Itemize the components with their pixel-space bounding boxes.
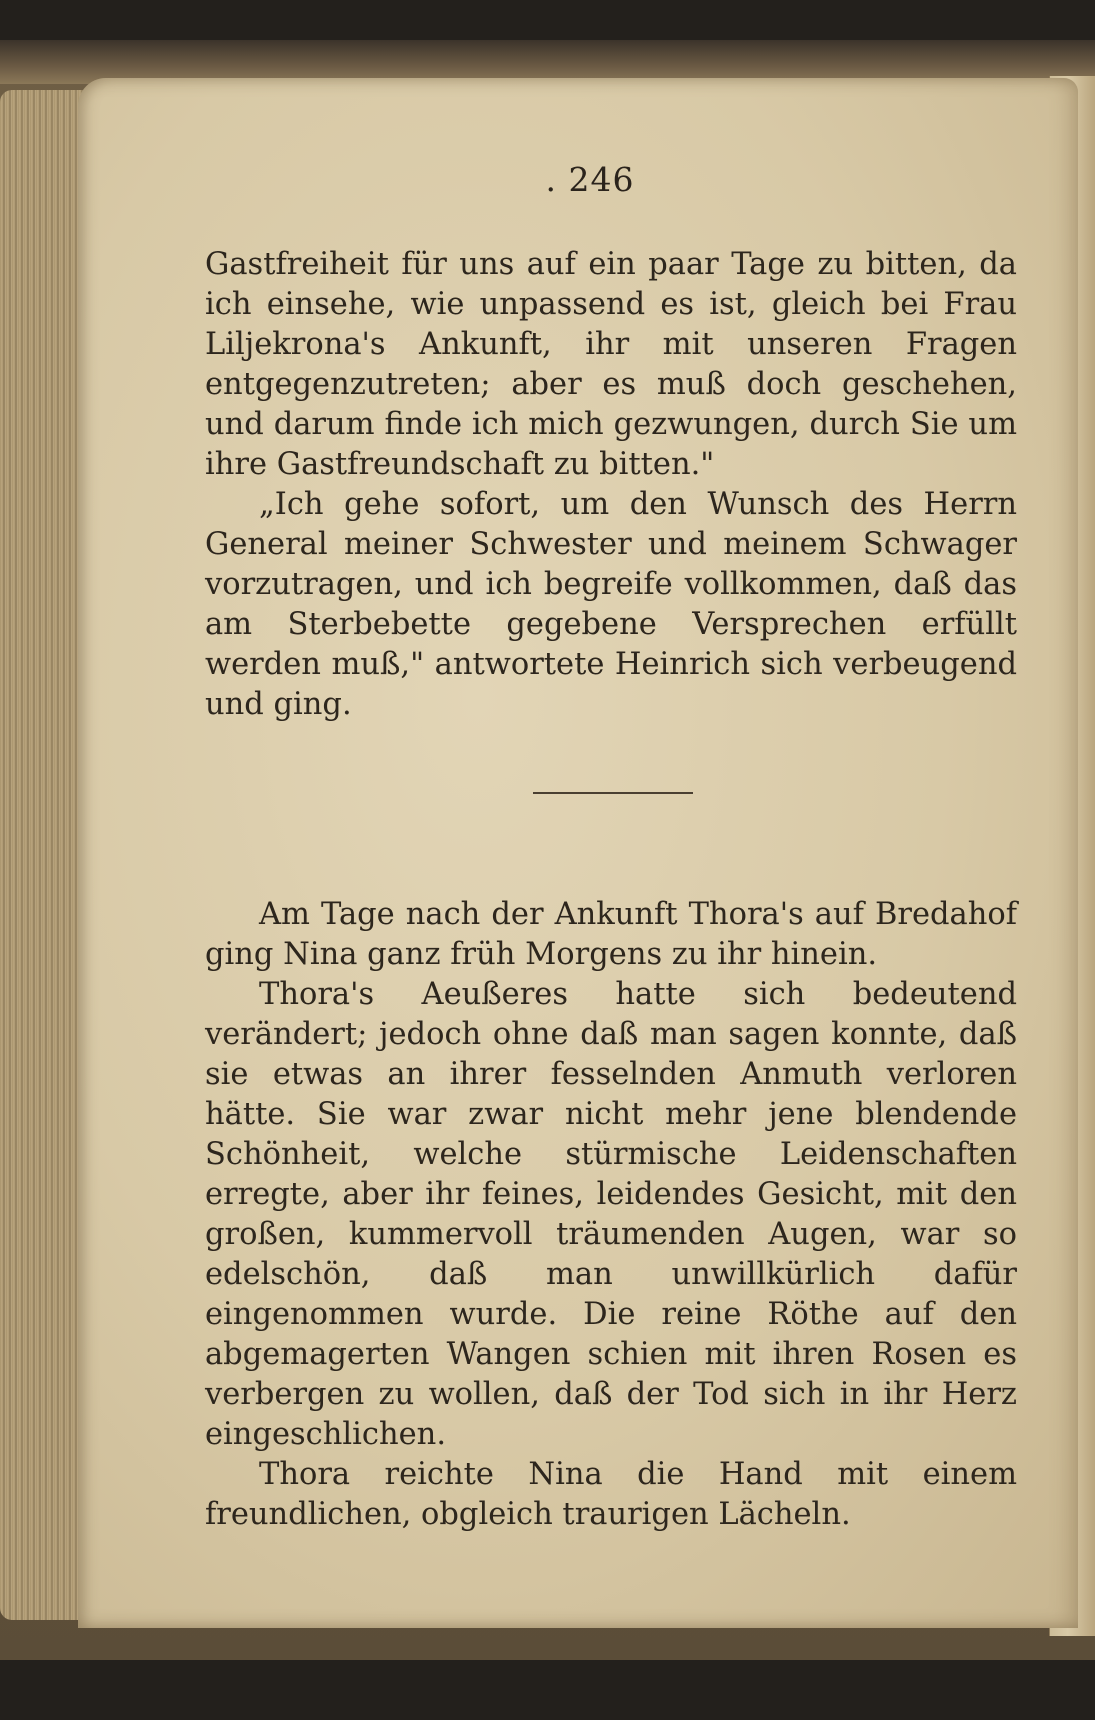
page-number: . 246 [545,160,635,199]
text-block-top [205,245,1017,725]
paragraph: Thora's Aeußeres hatte sich bedeutend verändert; jedoch ohne daß man sagen konnte, daß sie etwas an ihrer fesselnden Anmuth verloren hätte. Sie war zwar nicht mehr jene blendende Schönheit, welche stürmische Leidenschaften erregte, aber ihr feines, leidendes Gesicht, mit den großen, kummervoll träumenden Augen, war so edelschön, daß man unwillkürlich dafür eingenommen wurde. Die reine Röthe auf den abgemagerten Wangen schien mit ihren Rosen es verbergen zu wollen, daß der Tod sich in ihr Herz eingeschlichen. [205,977,1017,1452]
paragraph: „Ich gehe sofort, um den Wunsch des Herrn General meiner Schwester und meinem Schwager vorzutragen, und ich begreife vollkommen, daß das am Sterbebette gegebene Versprechen erfüllt werden muß," antwortete Heinrich sich verbeugend und ging. [205,487,1017,722]
paragraph: Gastfreiheit für uns auf ein paar Tage zu bitten, da ich einsehe, wie unpassend es ist, gleich bei Frau Liljekrona's Ankunft, ihr mit unseren Fragen entgegenzutreten; aber es muß doch geschehen, und darum finde ich mich gezwungen, durch Sie um ihre Gastfreundschaft zu bitten." [205,247,1017,482]
page-edges [0,90,85,1620]
text-block-bottom [205,895,1017,1535]
paragraph: Am Tage nach der Ankunft Thora's auf Bredahof ging Nina ganz früh Morgens zu ihr hinein. [205,897,1017,972]
paragraph: Thora reichte Nina die Hand mit einem freundlichen, obgleich traurigen Lächeln. [205,1457,1017,1532]
section-divider [533,792,693,794]
